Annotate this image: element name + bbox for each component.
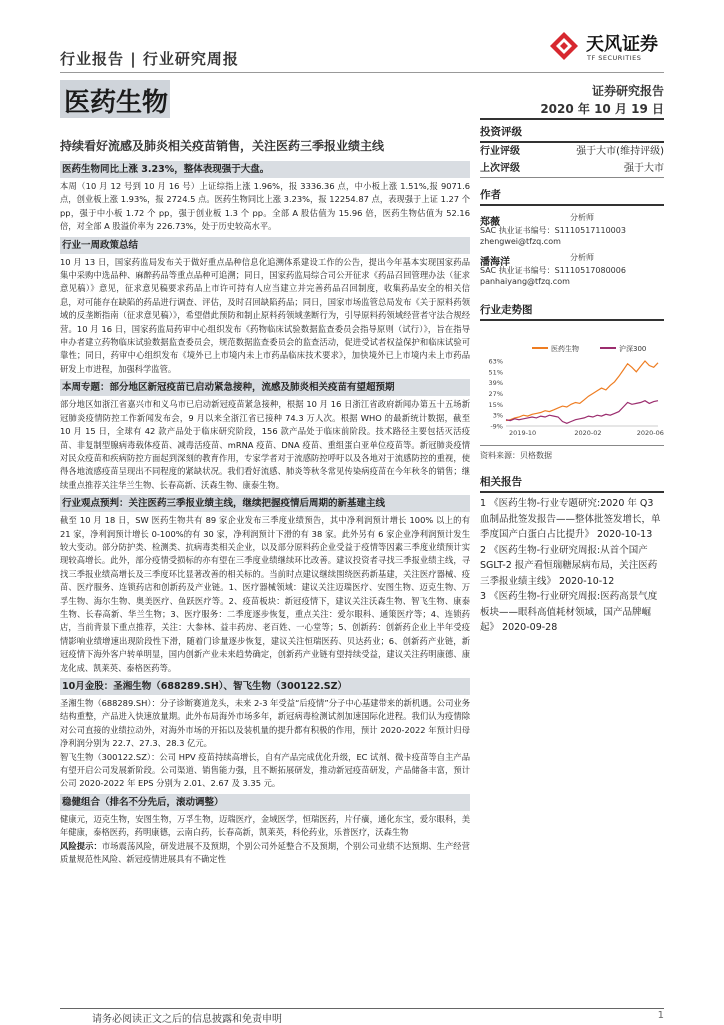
- company-logo: [548, 28, 668, 68]
- y-tick-label: 39%: [488, 379, 503, 388]
- risk-text: 市场震荡风险，研发进展不及预期，个别公司外延整合不及预期，个别公司业绩不达预期、生产经营质量规范性风险、新冠疫情进展具有不确定性: [60, 840, 470, 865]
- paragraph: 10 月 13 日，国家药监局发布关于做好重点品种信息化追溯体系建设工作的公告，提出今年基本实现国家药品集中采购中选品种、麻醉药品等重点品种可追溯；同日，国家药监局综合司公开征求《药品召回管理办法（征求意见稿）》意见，征求意见稿要求药品上市许可持有人应当建立并完善药品召回制度，收集药品安全的相关信息，对可能存在缺陷的药品进行调查、评估，及时召回缺陷药品；同日，国家市场监管总局发布《关于原料药领域的反垄断指南（征求意见稿）》，希望借此预防和制止原料药领域垄断行为，引导原料药领域经营者守法合规经营。10 月 16 日，国家药监局药审中心组织发布《药物临床试验数据监查委员会指导原则（试行）》，旨在指导申办者建立药物临床试验数据监查委员会，规范数据监查委员会的监查活动，促进受试者权益保护和临床试验可靠性；同日，药审中心组织发布《境外已上市境内未上市药品临床技术要求》，加快境外已上市境内未上市药品研发上市进程，加强科学监管。: [60, 256, 470, 374]
- author-name: 潘海洋: [480, 257, 510, 268]
- related-report-title[interactable]: 1 《医药生物-行业专题研究:2020 年 Q3 血制品批签发报告——整体批签发增长，单季度国产白蛋白占比提升》: [480, 498, 661, 540]
- section-heading: 行业一周政策总结: [60, 237, 470, 254]
- series-line: [506, 361, 658, 421]
- section-heading: 医药生物同比上涨 3.23%，整体表现强于大盘。: [60, 161, 470, 178]
- paragraph: 截至 10 月 18 日，SW 医药生物共有 89 家企业发布三季度业绩预告，其中净利润预计增长 100% 以上的有 21 家，净利润预计增长 0-100%的有 30 家，净利润预计下滑的有 38 家。此外另有 6 家企业净利润预计发生较大变动。部分防护类、检测类、抗病毒类相关企业，以及部分原料药企业受益于疫情等因素三季度业绩预计实现较高增长。此外，部分疫情受损标的亦有望在三季度业绩继续环比改善。建议投资者寻找三季报业绩主线，寻找三季报业绩高增长及三季度环比显著改善的相关标的。当前时点建议继续围绕医药新基建，关注医疗器械、疫苗、医疗服务、连锁药店和创新药及产业链。1、医疗器械领域：建议关注迈瑞医疗、安图生物、迈克生物、万孚生物、海尔生物、奥美医疗、鱼跃医疗等。2、疫苗板块：新冠疫情下，建议关注沃森生物、智飞生物、康泰生物、长春高新、华兰生物；3、医疗服务：二季度逐步恢复，重点关注：爱尔眼科、通策医疗等；4、连锁药店，当前背景下重点推荐，关注：大参林、益丰药房、老百姓、一心堂等；5、创新药：创新药企业上半年受疫情影响业绩增速出现阶段性下滑，随着门诊量逐步恢复，建议关注恒瑞医药、贝达药业；6、创新药产业链，新冠疫情下海外客户转单明显，国内创新产业未来趋势确定，创新药产业链有望持续受益，建议关注药明康德、康龙化成、凯莱英、泰格医药等。: [60, 515, 470, 673]
- related-report[interactable]: [480, 543, 664, 590]
- related-heading: 相关报告: [480, 476, 522, 488]
- rating-row: [480, 143, 664, 160]
- sector-title: 医药生物: [64, 88, 169, 118]
- paragraph: 本周（10 月 12 号到 10 月 16 号）上证综指上涨 1.96%，报 3336.36 点，中小板上涨 1.51%,报 9071.6 点，创业板上涨 1.93%，报 2724.5 点。医药生物同比上涨 3.23%，报 12254.87 点，表现强于上证 1.27 个 pp，强于中小板 1.72 个 pp，强于创业板 1.3 个 pp。全部 A 股估值为 15.96 倍，医药生物估值为 52.16 倍，对全部 A 股溢价率为 226.73%，处于历史较高水平。: [60, 181, 470, 232]
- report-title: 持续看好流感及肺炎相关疫苗销售，关注医药三季报业绩主线: [60, 139, 385, 153]
- rating-bottom-divider: [480, 177, 664, 178]
- related-report-date: 2020-10-13: [597, 529, 653, 540]
- series-line: [506, 401, 658, 424]
- author-role: 分析师: [570, 213, 594, 222]
- chart-source: 资料来源：贝格数据: [480, 451, 552, 460]
- related-report[interactable]: [480, 496, 664, 543]
- chart-heading: 行业走势图: [480, 304, 533, 316]
- footer-disclaimer[interactable]: 请务必阅读正文之后的信息披露和免责申明: [92, 1014, 282, 1025]
- section-heading: 稳健组合（排名不分先后，滚动调整）: [60, 794, 470, 811]
- page-number: 1: [657, 1010, 664, 1021]
- legend-label: 医药生物: [551, 345, 579, 353]
- rating-key: 上次评级: [480, 163, 520, 174]
- related-section: [480, 474, 664, 636]
- rating-key: 行业评级: [480, 146, 520, 157]
- paragraph: 健康元，迈克生物，安图生物，万孚生物，迈瑞医疗，金域医学，恒瑞医药，片仔癀，通化东宝，爱尔眼科，美年健康，泰格医药，药明康德，云南白药，长春高新，凯莱英，科伦药业，乐普医疗，沃森生物: [60, 813, 470, 838]
- chart-section: [480, 302, 664, 461]
- logo-subtext: TF SECURITIES: [587, 54, 642, 62]
- x-tick-label: 2019-10: [509, 429, 537, 437]
- logo-mark-icon: [548, 30, 580, 62]
- paragraph: 圣湘生物（688289.SH）：分子诊断赛道龙头，未来 2-3 年受益“后疫情”分子中心基建带来的新机遇。公司业务结构重整，产品进入快速放量期。此外布局海外市场多年，新冠病毒检测试剂加速国际化进程。我们认为疫情除对公司直接的业绩拉动外，对海外市场的开拓以及装机量的提升都有积极的作用，预计 2020-2022 年预计归母净利润分别为 22.7、27.3、28.3 亿元。: [60, 698, 470, 749]
- y-tick-label: 63%: [488, 357, 503, 366]
- paragraph: 智飞生物（300122.SZ）：公司 HPV 疫苗持续高增长，自有产品完成优化升级，EC 试剂、微卡疫苗等自主产品有望开启公司发展新阶段。公司渠道、销售能力强，且不断拓展研发，推动新冠疫苗研发，产品储备丰富，预计公司 2020-2022 年 EPS 分别为 2.01、2.67 及 3.35 元。: [60, 751, 470, 789]
- y-tick-label: 15%: [488, 400, 503, 409]
- author-email: zhengwei@tfzq.com: [480, 237, 561, 246]
- y-tick-label: 27%: [488, 390, 503, 398]
- section-heading: 10月金股：圣湘生物（688289.SH）、智飞生物（300122.SZ）: [60, 678, 470, 695]
- paragraph: 部分地区如浙江省嘉兴市和义乌市已启动新冠疫苗紧急接种，根据 10 月 16 日浙江省政府新闻办第五十五场新冠肺炎疫情防控工作新闻发布会，9 月以来全浙江省已接种 74.3 万人次。根据 WHO 的最新统计数据，截至 10 月 15 日，全球有 42 款产品处于临床研究阶段，156 款产品处于临床前阶段。技术路径主要包括灭活疫苗、非复制型腺病毒载体疫苗、减毒活疫苗、mRNA 疫苗、DNA 疫苗、重组蛋白亚单位疫苗等。新冠肺炎疫情对民众疫苗和疾病防控方面起到深刻的教育作用，专家学者对于流感防控呼吁以及各地对于流感防控的重视，使得各地流感疫苗呈现出不同程度的紧缺状况。我们看好流感、肺炎等秋冬常见传染病疫苗在今年秋冬的销售；继续重点推荐关注华兰生物、长春高新、沃森生物、康泰生物。: [60, 399, 470, 490]
- industry-trend-chart: [480, 321, 664, 441]
- logo-text: 天风证券: [586, 34, 658, 55]
- report-kind: 证券研究报告: [591, 84, 664, 98]
- author-divider: [480, 204, 664, 206]
- author-row: [480, 210, 664, 228]
- section-heading: 行业观点预判：关注医药三季报业绩主线，继续把握疫情后周期的新基建主线: [60, 495, 470, 512]
- related-report-date: 2020-10-12: [559, 575, 615, 587]
- author-cert: SAC 执业证书编号：S1110517080006: [480, 266, 626, 275]
- author-heading: 作者: [480, 189, 501, 201]
- y-tick-label: 3%: [492, 411, 503, 420]
- rating-row: [480, 160, 664, 177]
- y-tick-label: 51%: [488, 368, 503, 377]
- rating-value: 强于大市(维持评级): [576, 146, 664, 157]
- chart-bottom-divider: [480, 445, 664, 446]
- author-section: [480, 187, 664, 287]
- x-tick-label: 2020-02: [574, 429, 602, 437]
- related-report-title[interactable]: 2 《医药生物-行业研究周报:从首个国产 SGLT-2 报产看恒瑞糖尿病布局，关注医药三季报业绩主线》: [480, 544, 658, 587]
- footer-divider: [60, 1008, 664, 1009]
- risk-label: 风险提示：: [60, 840, 102, 851]
- author-role: 分析师: [570, 253, 594, 262]
- related-report-date: 2020-09-28: [502, 622, 558, 633]
- author-cert: SAC 执业证书编号：S1110517110003: [480, 226, 626, 235]
- date-divider: [480, 118, 664, 120]
- report-type: 行业报告 | 行业研究周报: [60, 50, 239, 68]
- related-divider: [480, 491, 664, 493]
- legend-label: 沪深300: [619, 345, 647, 353]
- author-name: 郑薇: [480, 217, 500, 228]
- section-heading: 本周专题：部分地区新冠疫苗已启动紧急接种，流感及肺炎相关疫苗有望超预期: [60, 379, 470, 396]
- main-content: [60, 158, 470, 866]
- report-date: 2020 年 10 月 19 日: [540, 102, 664, 116]
- risk-paragraph: [60, 840, 470, 867]
- related-report[interactable]: [480, 589, 664, 636]
- y-tick-label: -9%: [490, 422, 503, 431]
- header-divider: [60, 72, 664, 73]
- rating-section: [480, 124, 664, 178]
- x-tick-label: 2020-06: [636, 429, 664, 437]
- related-report-title[interactable]: 3 《医药生物-行业研究周报:医药高景气度板块——眼科高值耗材领域，国产品牌崛起》: [480, 591, 658, 633]
- rating-value: 强于大市: [624, 163, 664, 174]
- author-row: [480, 250, 664, 268]
- author-email: panhaiyang@tfzq.com: [480, 277, 570, 286]
- rating-heading: 投资评级: [480, 126, 522, 138]
